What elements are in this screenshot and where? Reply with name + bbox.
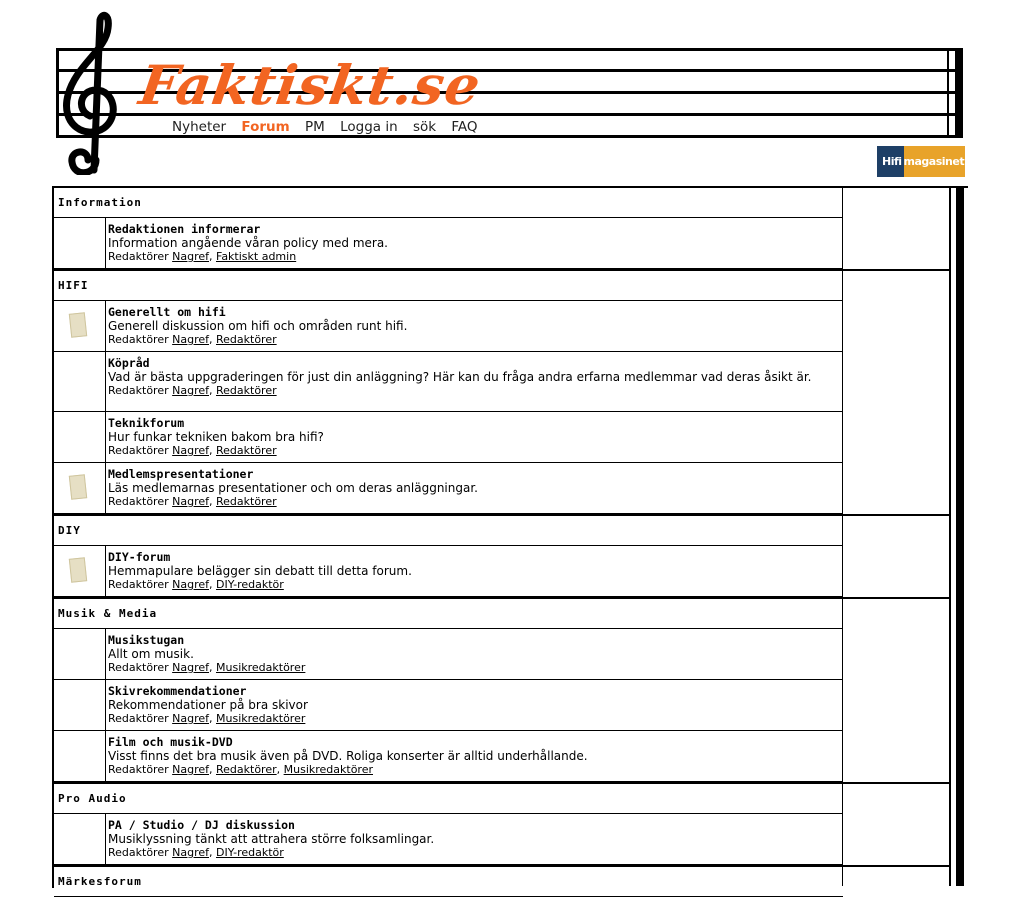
moderator-link[interactable]: Musikredaktörer [216, 661, 306, 674]
hifimagasinet-banner[interactable] [877, 146, 965, 177]
banner-part-2: magasinet [904, 146, 965, 177]
forum-moderators: Redaktörer Nagref, Musikredaktörer [108, 661, 306, 674]
staff-right-thick-bar [955, 48, 963, 138]
moderator-link[interactable]: Nagref [172, 763, 209, 776]
nav-logga-in[interactable]: Logga in [340, 119, 398, 135]
forum-note-icon [69, 312, 87, 338]
moderator-link[interactable]: DIY-redaktör [216, 846, 284, 859]
forum-moderators: Redaktörer Nagref, DIY-redaktör [108, 846, 284, 859]
forum-info [108, 551, 839, 592]
forum-description: Läs medlemarnas presentationer och om deras anläggningar. [108, 480, 478, 495]
moderators-label: Redaktörer [108, 444, 169, 457]
forum-description: Hemmapulare belägger sin debatt till detta forum. [108, 563, 412, 578]
category-header[interactable]: Musik & Media [54, 599, 843, 629]
moderators-label: Redaktörer [108, 712, 169, 725]
forum-moderators: Redaktörer Nagref, Redaktörer [108, 384, 277, 397]
forum-description: Information angående våran policy med mera. [108, 235, 388, 250]
forum-row[interactable] [54, 731, 843, 782]
forum-moderators: Redaktörer Nagref, Redaktörer [108, 333, 277, 346]
forum-moderators: Redaktörer Nagref, Redaktörer [108, 495, 277, 508]
nav-forum[interactable]: Forum [241, 119, 290, 135]
forum-moderators: Redaktörer Nagref, Redaktörer [108, 444, 277, 457]
moderator-link[interactable]: Musikredaktörer [216, 712, 306, 725]
forum-icon-cell [54, 814, 106, 864]
moderator-link[interactable]: Redaktörer [216, 333, 277, 346]
site-logo[interactable]: Faktiskt.se [135, 53, 486, 117]
forum-title[interactable]: Skivrekommendationer [108, 684, 247, 698]
moderator-link[interactable]: Nagref [172, 712, 209, 725]
nav-nyheter[interactable]: Nyheter [172, 119, 227, 135]
category-header[interactable]: Pro Audio [54, 784, 843, 814]
forum-icon-cell [54, 301, 106, 351]
moderators-label: Redaktörer [108, 333, 169, 346]
site-header [0, 0, 1024, 186]
category-header[interactable]: Information [54, 188, 843, 218]
banner-part-1: Hifi [877, 146, 904, 177]
moderators-label: Redaktörer [108, 846, 169, 859]
moderator-link[interactable]: Nagref [172, 846, 209, 859]
category-header[interactable]: HIFI [54, 271, 843, 301]
forum-title[interactable]: Generellt om hifi [108, 305, 226, 319]
forum-info [108, 417, 839, 458]
moderators-label: Redaktörer [108, 384, 169, 397]
category-header[interactable]: Märkesforum [54, 867, 843, 897]
forum-row[interactable] [54, 814, 843, 865]
forum-title[interactable]: Teknikforum [108, 416, 185, 430]
nav-pm[interactable]: PM [305, 119, 325, 135]
moderator-link[interactable]: Redaktörer [216, 763, 277, 776]
forum-description: Generell diskussion om hifi och områden runt hifi. [108, 318, 408, 333]
forum-note-icon [69, 557, 87, 583]
forum-moderators: Redaktörer Nagref, DIY-redaktör [108, 578, 284, 591]
nav-sok[interactable]: sök [412, 119, 437, 135]
forum-title[interactable]: Film och musik-DVD [108, 735, 233, 749]
staff-line [57, 135, 961, 138]
forum-info [108, 468, 839, 509]
moderator-link[interactable]: Nagref [172, 444, 209, 457]
forum-icon-cell [54, 546, 106, 596]
forum-info [108, 357, 839, 398]
forum-description: Rekommendationer på bra skivor [108, 697, 308, 712]
moderators-label: Redaktörer [108, 661, 169, 674]
forum-description: Visst finns det bra musik även på DVD. Roliga konserter är alltid underhållande. [108, 748, 588, 763]
forum-right-thick-bar [956, 186, 964, 886]
forum-icon-cell [54, 680, 106, 730]
moderator-link[interactable]: Redaktörer [216, 444, 277, 457]
forum-row[interactable] [54, 463, 843, 514]
forum-icon-cell [54, 731, 106, 781]
staff-right-thin-bar [947, 48, 949, 138]
moderator-link[interactable]: Nagref [172, 661, 209, 674]
moderators-label: Redaktörer [108, 763, 169, 776]
forum-title[interactable]: PA / Studio / DJ diskussion [108, 818, 295, 832]
category-header[interactable]: DIY [54, 516, 843, 546]
moderator-link[interactable]: Faktiskt admin [216, 250, 297, 263]
forum-row[interactable] [54, 546, 843, 597]
forum-description: Allt om musik. [108, 646, 194, 661]
forum-icon-cell [54, 463, 106, 513]
forum-right-thin-bar [949, 186, 951, 886]
moderator-link[interactable]: Nagref [172, 495, 209, 508]
moderator-link[interactable]: Redaktörer [216, 495, 277, 508]
nav-faq[interactable]: FAQ [451, 119, 478, 135]
moderators-label: Redaktörer [108, 578, 169, 591]
forum-row[interactable] [54, 218, 843, 269]
forum-row[interactable] [54, 680, 843, 731]
forum-description: Hur funkar tekniken bakom bra hifi? [108, 429, 324, 444]
moderator-link[interactable]: Nagref [172, 250, 209, 263]
main-nav [172, 119, 489, 135]
forum-info [108, 223, 839, 264]
forum-row[interactable] [54, 301, 843, 352]
moderator-link[interactable]: Nagref [172, 333, 209, 346]
forum-icon-cell [54, 412, 106, 462]
moderator-link[interactable]: Nagref [172, 384, 209, 397]
forum-info [108, 736, 839, 777]
forum-row[interactable] [54, 352, 843, 412]
forum-info [108, 634, 839, 675]
forum-row[interactable] [54, 412, 843, 463]
forum-title[interactable]: Köpråd [108, 356, 150, 370]
forum-moderators: Redaktörer Nagref, Musikredaktörer [108, 712, 306, 725]
forum-title[interactable]: Musikstugan [108, 633, 185, 647]
forum-title[interactable]: Redaktionen informerar [108, 222, 261, 236]
forum-moderators: Redaktörer Nagref, Faktiskt admin [108, 250, 297, 263]
moderators-label: Redaktörer [108, 495, 169, 508]
forum-title[interactable]: DIY-forum [108, 550, 171, 564]
forum-row[interactable] [54, 629, 843, 680]
moderator-link[interactable]: DIY-redaktör [216, 578, 284, 591]
moderator-link[interactable]: Nagref [172, 578, 209, 591]
forum-info [108, 685, 839, 726]
forum-icon-cell [54, 629, 106, 679]
forum-icon-cell [54, 218, 106, 268]
moderator-link[interactable]: Musikredaktörer [283, 763, 373, 776]
forum-note-icon [69, 474, 87, 500]
moderators-label: Redaktörer [108, 250, 169, 263]
moderator-link[interactable]: Redaktörer [216, 384, 277, 397]
forum-info [108, 306, 839, 347]
forum-icon-cell [54, 352, 106, 411]
forum-info [108, 819, 839, 860]
forum-description: Musiklyssning tänkt att attrahera större folksamlingar. [108, 831, 435, 846]
treble-clef-icon [56, 10, 128, 175]
forum-description: Vad är bästa uppgraderingen för just din anläggning? Här kan du fråga andra erfarna medlemmar vad deras åsikt är. [108, 369, 812, 384]
forum-title[interactable]: Medlemspresentationer [108, 467, 254, 481]
forum-moderators: Redaktörer Nagref, Redaktörer, Musikredaktörer [108, 763, 373, 776]
